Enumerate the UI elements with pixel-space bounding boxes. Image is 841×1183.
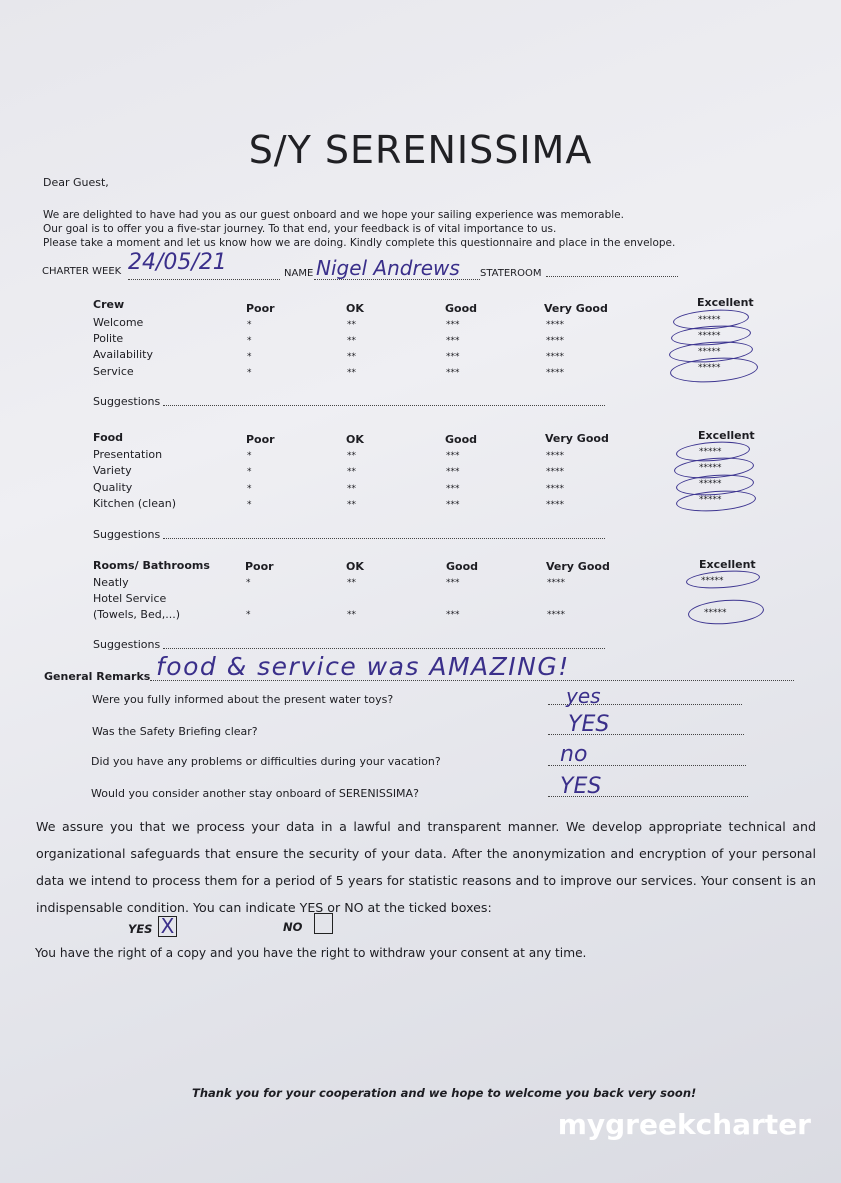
col-poor: Poor — [246, 433, 275, 446]
row-label: Kitchen (clean) — [93, 497, 177, 510]
rating-star[interactable]: **** — [546, 352, 564, 362]
row-label: Variety — [93, 464, 132, 477]
rating-star[interactable]: *** — [446, 336, 460, 346]
section-heading-crew: Crew — [93, 298, 125, 311]
rating-star[interactable]: **** — [546, 451, 564, 461]
rating-star[interactable]: ***** — [698, 315, 721, 325]
col-excellent: Excellent — [698, 429, 755, 442]
rating-star[interactable]: * — [247, 352, 252, 362]
col-ok: OK — [346, 433, 364, 446]
intro-line-1: We are delighted to have had you as our guest onboard and we hope your sailing experience was memorable. — [43, 209, 624, 221]
answer-value[interactable]: YES — [560, 774, 602, 799]
stateroom-field[interactable] — [546, 276, 678, 277]
suggestions-field[interactable] — [163, 405, 605, 406]
rating-star[interactable]: *** — [446, 320, 460, 330]
col-poor: Poor — [245, 560, 274, 573]
rating-star[interactable]: **** — [547, 578, 565, 588]
rating-star[interactable]: *** — [446, 352, 460, 362]
watermark-logo — [558, 1108, 811, 1141]
question-label: Was the Safety Briefing clear? — [92, 725, 258, 738]
rating-star[interactable]: ***** — [699, 463, 722, 473]
rating-star[interactable]: * — [247, 484, 252, 494]
rating-star[interactable]: ** — [347, 578, 356, 588]
name-value[interactable]: Nigel Andrews — [316, 256, 460, 280]
col-good: Good — [446, 560, 479, 573]
rating-star[interactable]: **** — [546, 467, 564, 477]
charter-week-value[interactable]: 24/05/21 — [128, 250, 227, 275]
suggestions-label: Suggestions — [93, 395, 161, 408]
checkbox-mark: X — [160, 914, 175, 938]
rating-star[interactable]: ** — [347, 467, 356, 477]
selected-circle — [687, 597, 764, 626]
question-label: Were you fully informed about the present water toys? — [92, 693, 394, 706]
rating-star[interactable]: ***** — [704, 608, 727, 618]
intro-line-3: Please take a moment and let us know how we are doing. Kindly complete this questionnaire and place in the envelope. — [43, 237, 676, 249]
greeting: Dear Guest, — [43, 176, 109, 189]
section-heading-food: Food — [93, 431, 124, 444]
row-label: Polite — [93, 332, 124, 345]
consent-yes-label: YES — [128, 922, 153, 936]
rating-star[interactable]: ***** — [698, 363, 721, 373]
charter-week-label: CHARTER WEEK — [42, 266, 122, 277]
rating-star[interactable]: **** — [547, 610, 565, 620]
selected-circle — [685, 568, 760, 590]
row-label: Quality — [93, 481, 133, 494]
answer-value[interactable]: yes — [566, 684, 601, 708]
rating-star[interactable]: ** — [347, 484, 356, 494]
rating-star[interactable]: ** — [347, 610, 356, 620]
row-label: Neatly — [93, 576, 129, 589]
question-label: Would you consider another stay onboard of SERENISSIMA? — [91, 787, 419, 800]
rating-star[interactable]: ** — [347, 500, 356, 510]
rating-star[interactable]: ***** — [698, 347, 721, 357]
rating-star[interactable]: ** — [347, 352, 356, 362]
rating-star[interactable]: **** — [546, 336, 564, 346]
rating-star[interactable]: * — [247, 451, 252, 461]
rating-star[interactable]: ** — [347, 320, 356, 330]
rating-star[interactable]: ** — [347, 336, 356, 346]
rating-star[interactable]: **** — [546, 368, 564, 378]
rating-star[interactable]: **** — [546, 500, 564, 510]
row-label: (Towels, Bed,...) — [93, 608, 180, 621]
general-remarks-label: General Remarks — [44, 670, 151, 683]
col-very-good: Very Good — [544, 302, 608, 315]
rating-star[interactable]: * — [246, 578, 251, 588]
consent-no-label: NO — [283, 920, 303, 934]
col-excellent: Excellent — [699, 558, 756, 571]
rating-star[interactable]: *** — [446, 467, 460, 477]
rating-star[interactable]: ***** — [699, 495, 722, 505]
document-title: S/Y SERENISSIMA — [248, 128, 593, 172]
rating-star[interactable]: ***** — [699, 479, 722, 489]
consent-no-checkbox[interactable] — [314, 913, 333, 934]
col-poor: Poor — [246, 302, 275, 315]
rating-star[interactable]: **** — [546, 320, 564, 330]
rating-star[interactable]: * — [247, 500, 252, 510]
row-label: Hotel Service — [93, 592, 167, 605]
row-label: Service — [93, 365, 134, 378]
rights-text: You have the right of a copy and you have the right to withdraw your consent at any time. — [35, 946, 587, 960]
rating-star[interactable]: ** — [347, 451, 356, 461]
watermark-text: mygreekcharter — [557, 1108, 811, 1141]
suggestions-label: Suggestions — [93, 528, 161, 541]
consent-paragraph: We assure you that we process your data in a lawful and transparent manner. We develop appropriate technical and organizational safeguards that ensure the security of your data. After the anonymization and encryption of your personal data we intend to process them for a period of 5 years for statistic reasons and to improve our services. Your consent is an indispensable condition. You can indicate YES or NO at the ticked boxes: — [36, 819, 816, 915]
row-label: Presentation — [93, 448, 163, 461]
rating-star[interactable]: * — [247, 320, 252, 330]
rating-star[interactable]: ***** — [698, 331, 721, 341]
question-label: Did you have any problems or difficulties during your vacation? — [91, 755, 441, 768]
rating-star[interactable]: **** — [546, 484, 564, 494]
col-good: Good — [445, 302, 478, 315]
row-label: Availability — [93, 348, 153, 361]
suggestions-label: Suggestions — [93, 638, 161, 651]
rating-star[interactable]: ***** — [701, 576, 724, 586]
rating-star[interactable]: *** — [446, 500, 460, 510]
answer-value[interactable]: YES — [568, 712, 610, 737]
suggestions-field[interactable] — [163, 648, 605, 649]
stateroom-label: STATEROOM — [480, 268, 542, 279]
col-ok: OK — [346, 302, 364, 315]
rating-star[interactable]: *** — [446, 610, 460, 620]
rating-star[interactable]: * — [247, 336, 252, 346]
rating-star[interactable]: * — [246, 610, 251, 620]
col-good: Good — [445, 433, 478, 446]
col-very-good: Very Good — [545, 432, 609, 445]
intro-line-2: Our goal is to offer you a five-star journey. To that end, your feedback is of vital importance to us. — [43, 223, 557, 235]
name-label: NAME — [284, 268, 314, 279]
rating-star[interactable]: *** — [446, 451, 460, 461]
closing-text: Thank you for your cooperation and we hope to welcome you back very soon! — [192, 1086, 697, 1100]
rating-star[interactable]: *** — [446, 578, 460, 588]
section-heading-rooms: Rooms/ Bathrooms — [93, 559, 210, 572]
answer-value[interactable]: no — [560, 742, 588, 767]
rating-star[interactable]: *** — [446, 484, 460, 494]
col-ok: OK — [346, 560, 364, 573]
col-excellent: Excellent — [697, 296, 754, 309]
suggestions-field[interactable] — [163, 538, 605, 539]
consent-yes-checkbox[interactable] — [158, 916, 177, 937]
rating-star[interactable]: * — [247, 368, 252, 378]
rating-star[interactable]: * — [247, 467, 252, 477]
rating-star[interactable]: ** — [347, 368, 356, 378]
rating-star[interactable]: ***** — [699, 447, 722, 457]
col-very-good: Very Good — [546, 560, 610, 573]
rating-star[interactable]: *** — [446, 368, 460, 378]
row-label: Welcome — [93, 316, 144, 329]
general-remarks-value[interactable]: food & service was AMAZING! — [156, 652, 570, 681]
